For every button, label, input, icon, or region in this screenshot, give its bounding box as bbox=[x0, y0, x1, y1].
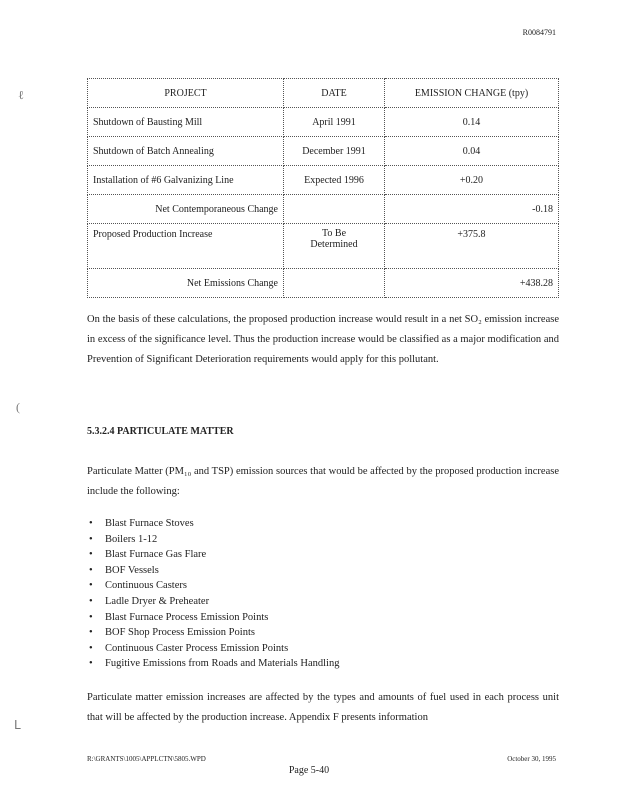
table-row bbox=[88, 269, 559, 298]
footer-file-path: R:\GRANTS\1005\APPLCTN\5805.WPD bbox=[87, 755, 206, 763]
project-cell: Net Emissions Change bbox=[88, 269, 284, 298]
list-item: • BOF Shop Process Emission Points bbox=[105, 625, 339, 641]
column-header: DATE bbox=[284, 79, 385, 108]
date-cell: April 1991 bbox=[284, 108, 385, 137]
paragraph: Particulate Matter (PM₁₀ and TSP) emission sources that would be affected by the proposed production increase include the following: bbox=[87, 466, 559, 497]
list-item: • Blast Furnace Gas Flare bbox=[105, 547, 339, 563]
project-cell: Shutdown of Batch Annealing bbox=[88, 137, 284, 166]
scan-mark: ( bbox=[16, 400, 20, 414]
section-heading: 5.3.2.4 PARTICULATE MATTER bbox=[87, 426, 234, 437]
footer-date: October 30, 1995 bbox=[507, 755, 556, 763]
list-item: • BOF Vessels bbox=[105, 563, 339, 579]
table-row bbox=[88, 108, 559, 137]
emission-cell: +438.28 bbox=[385, 269, 559, 298]
table-row bbox=[88, 195, 559, 224]
emission-sources-list bbox=[87, 516, 339, 672]
emission-cell: +375.8 bbox=[385, 224, 559, 269]
table-row bbox=[88, 137, 559, 166]
column-header: EMISSION CHANGE (tpy) bbox=[385, 79, 559, 108]
emission-cell: -0.18 bbox=[385, 195, 559, 224]
emission-cell: 0.04 bbox=[385, 137, 559, 166]
date-cell bbox=[284, 269, 385, 298]
column-header: PROJECT bbox=[88, 79, 284, 108]
date-cell: Expected 1996 bbox=[284, 166, 385, 195]
page-number: Page 5-40 bbox=[288, 765, 330, 776]
list-item: • Boilers 1-12 bbox=[105, 532, 339, 548]
date-cell: To Be Determined bbox=[284, 224, 385, 269]
scan-mark: ᒪ bbox=[14, 718, 21, 732]
list-item: • Continuous Casters bbox=[105, 578, 339, 594]
project-cell: Shutdown of Bausting Mill bbox=[88, 108, 284, 137]
table-row bbox=[88, 224, 559, 269]
table-row bbox=[88, 166, 559, 195]
date-cell: December 1991 bbox=[284, 137, 385, 166]
list-item: • Blast Furnace Stoves bbox=[105, 516, 339, 532]
date-cell bbox=[284, 195, 385, 224]
list-item: • Blast Furnace Process Emission Points bbox=[105, 610, 339, 626]
emissions-table bbox=[87, 78, 559, 298]
scan-mark: ℓ bbox=[18, 88, 24, 102]
emission-cell: 0.14 bbox=[385, 108, 559, 137]
table-header-row bbox=[88, 79, 559, 108]
project-cell: Installation of #6 Galvanizing Line bbox=[88, 166, 284, 195]
list-item: • Fugitive Emissions from Roads and Materials Handling bbox=[105, 656, 339, 672]
document-id: R0084791 bbox=[522, 28, 556, 37]
project-cell: Net Contemporaneous Change bbox=[88, 195, 284, 224]
list-item: • Ladle Dryer & Preheater bbox=[105, 594, 339, 610]
list-item: • Continuous Caster Process Emission Points bbox=[105, 641, 339, 657]
paragraph: On the basis of these calculations, the proposed production increase would result in a net SO₂ emission increase in excess of the significance level. Thus the production increase would be classified as a major modification and Prevention of Significant Deterioration requirements would apply for this pollutant. bbox=[87, 314, 559, 365]
project-cell: Proposed Production Increase bbox=[88, 224, 284, 269]
emission-cell: +0.20 bbox=[385, 166, 559, 195]
paragraph: Particulate matter emission increases are affected by the types and amounts of fuel used in each process unit that will be affected by the production increase. Appendix F presents information bbox=[87, 692, 559, 723]
